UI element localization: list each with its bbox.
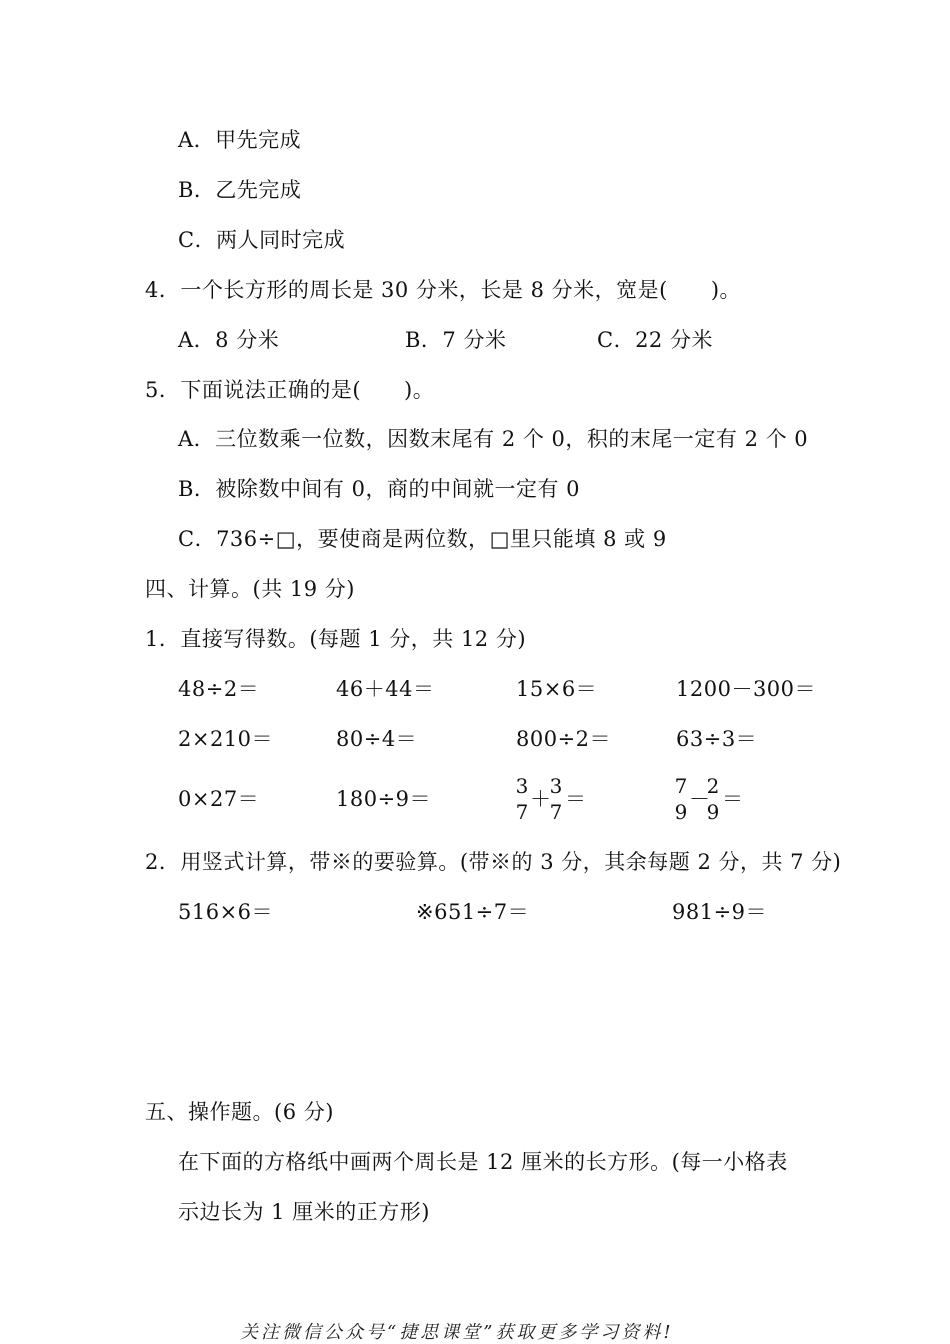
calc-r2c4: 63÷3＝	[676, 727, 758, 751]
section5-text-line2: 示边长为 1 厘米的正方形)	[178, 1200, 430, 1224]
numerator: 3	[549, 774, 563, 798]
section4-sub1-stem: 1．直接写得数。(每题 1 分，共 12 分)	[145, 627, 527, 651]
plus-sign: ＋	[530, 787, 551, 811]
numerator: 3	[515, 774, 529, 798]
denominator: 9	[706, 800, 720, 824]
section4-title: 四、计算。(共 19 分)	[145, 577, 355, 601]
calc-r1c3: 15×6＝	[516, 677, 598, 701]
fraction-7-9	[673, 775, 689, 823]
calc-r2c1: 2×210＝	[178, 727, 274, 751]
equals-sign: ＝	[565, 787, 586, 811]
calc-r1c2: 46＋44＝	[336, 677, 435, 701]
fraction-2-9	[705, 775, 721, 823]
q4-option-a: A．8 分米	[178, 328, 280, 352]
denominator: 7	[549, 800, 563, 824]
numerator: 7	[674, 774, 688, 798]
q5-option-c: C．736÷□，要使商是两位数，□里只能填 8 或 9	[178, 527, 667, 551]
fraction-3-7-b	[548, 775, 564, 823]
calc-r1c4: 1200－300＝	[676, 677, 817, 701]
vertical-calc-3: 981÷9＝	[672, 900, 768, 924]
vertical-calc-1: 516×6＝	[178, 900, 274, 924]
calc-r1c1: 48÷2＝	[178, 677, 260, 701]
fraction-3-7-a	[514, 775, 530, 823]
q5-stem: 5．下面说法正确的是( )。	[145, 378, 435, 402]
q4-stem: 4．一个长方形的周长是 30 分米，长是 8 分米，宽是( )。	[145, 278, 742, 302]
calc-r2c2: 80÷4＝	[336, 727, 418, 751]
minus-sign: －	[689, 787, 710, 811]
calc-r2c3: 800÷2＝	[516, 727, 612, 751]
q5-option-b: B．被除数中间有 0，商的中间就一定有 0	[178, 477, 581, 501]
section5-text-line1: 在下面的方格纸中画两个周长是 12 厘米的长方形。(每一小格表	[178, 1150, 788, 1174]
q3-option-b: B．乙先完成	[178, 178, 302, 202]
calc-r3c1: 0×27＝	[178, 787, 260, 811]
denominator: 9	[674, 800, 688, 824]
section5-title: 五、操作题。(6 分)	[145, 1100, 334, 1124]
equals-sign: ＝	[722, 787, 743, 811]
footer-note: 关注微信公众号“捷思课堂”获取更多学习资料!	[240, 1322, 674, 1343]
q3-option-a: A．甲先完成	[178, 128, 302, 152]
section4-sub2-stem: 2．用竖式计算，带※的要验算。(带※的 3 分，其余每题 2 分，共 7 分)	[145, 850, 842, 874]
q4-option-c: C．22 分米	[597, 328, 713, 352]
vertical-calc-2: ※651÷7＝	[416, 900, 530, 924]
denominator: 7	[515, 800, 529, 824]
numerator: 2	[706, 774, 720, 798]
q3-option-c: C．两人同时完成	[178, 228, 346, 252]
q4-option-b: B．7 分米	[405, 328, 507, 352]
q5-option-a: A．三位数乘一位数，因数末尾有 2 个 0，积的末尾一定有 2 个 0	[178, 427, 809, 451]
calc-r3c2: 180÷9＝	[336, 787, 432, 811]
